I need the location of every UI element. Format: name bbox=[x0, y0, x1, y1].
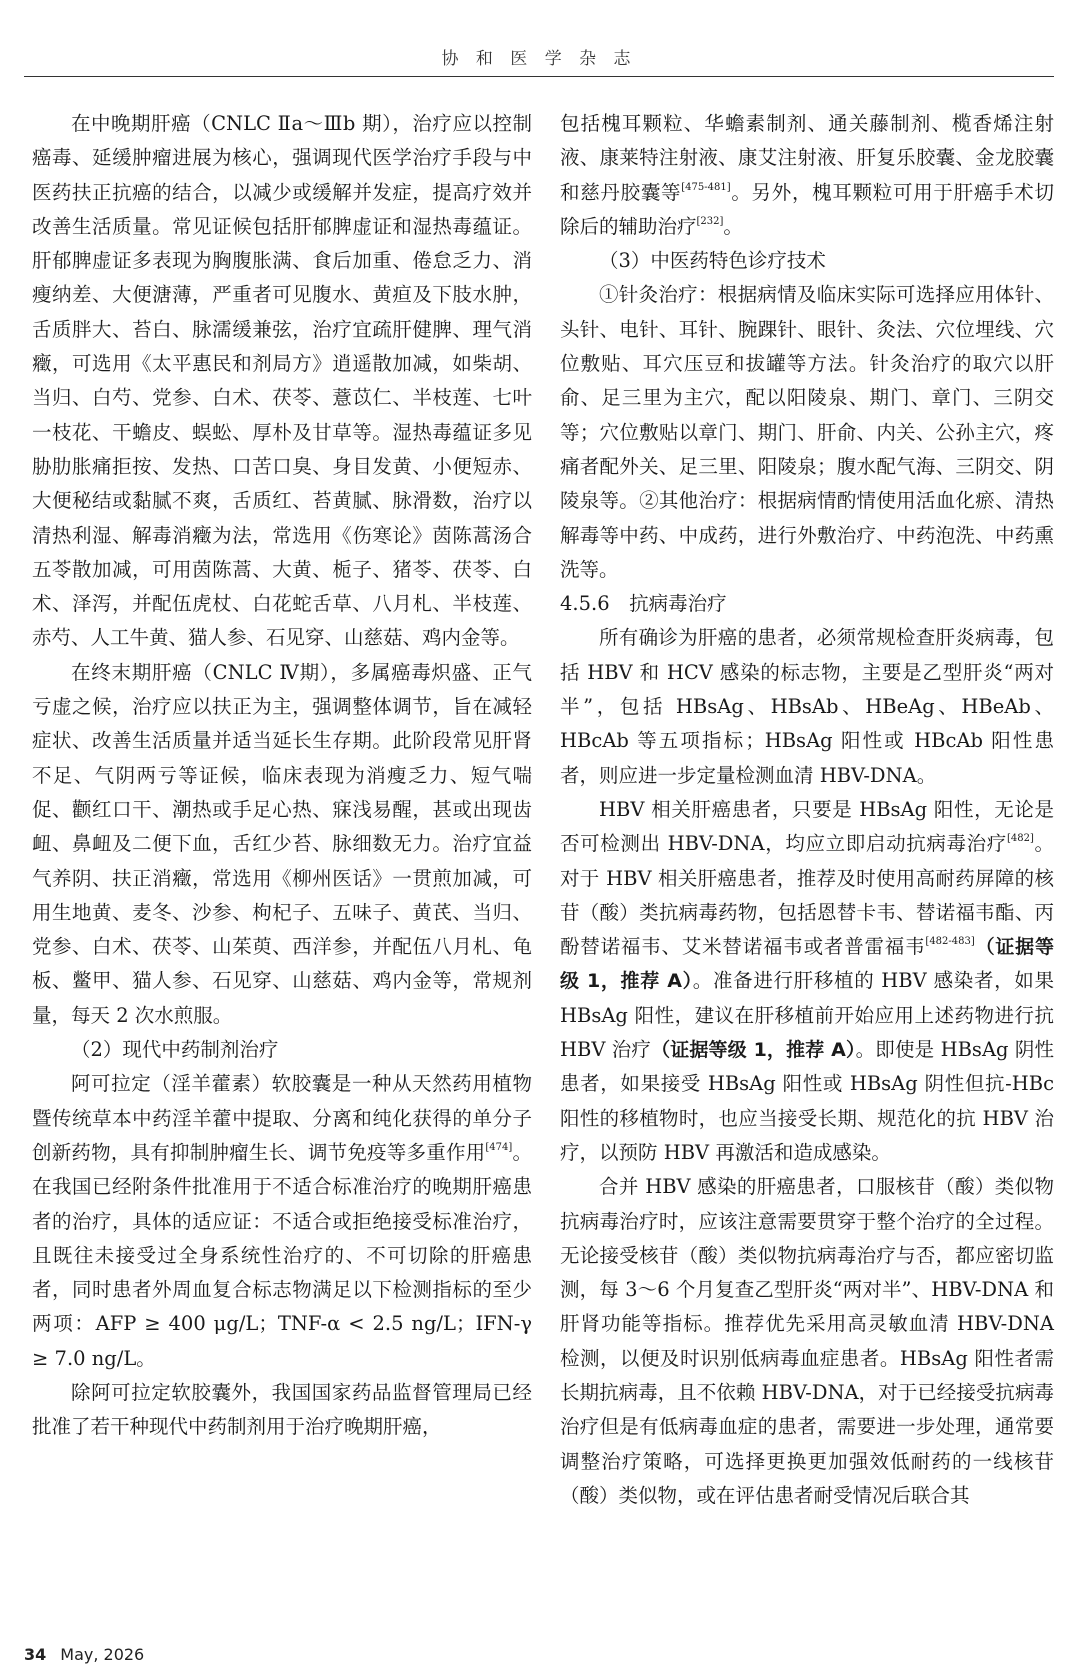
paragraph-mid-stage: 在中晚期肝癌（CNLC Ⅱa～Ⅲb 期），治疗应以控制癌毒、延缓肿瘤进展为核心，强调现代医学治疗手段与中医药扶正抗癌的结合，以减少或缓解并发症，提高疗效并改善生活质量。常见证候包括肝郁脾虚证和湿热毒蕴证。肝郁脾虚证多表现为胸腹胀满、食后加重、倦怠乏力、消瘦纳差、大便溏薄，严重者可见腹水、黄疸及下肢水肿，舌质胖大、苔白、脉濡缓兼弦，治疗宜疏肝健脾、理气消癥，可选用《太平惠民和剂局方》逍遥散加减，如柴胡、当归、白芍、党参、白术、茯苓、薏苡仁、半枝莲、七叶一枝花、干蟾皮、蜈蚣、厚朴及甘草等。湿热毒蕴证多见胁肋胀痛拒按、发热、口苦口臭、身目发黄、小便短赤、大便秘结或黏腻不爽，舌质红、苔黄腻、脉滑数，治疗以清热利湿、解毒消癥为法，常选用《伤寒论》茵陈蒿汤合五苓散加减，可用茵陈蒿、大黄、栀子、猪苓、茯苓、白术、泽泻，并配伍虎杖、白花蛇舌草、八月札、半枝莲、赤芍、人工牛黄、猫人参、石见穿、山慈菇、鸡内金等。 bbox=[32, 112, 532, 650]
page-footer bbox=[24, 1645, 144, 1664]
paragraph-monitoring: 合并 HBV 感染的肝癌患者，口服核苷（酸）类似物抗病毒治疗时，应该注意需要贯穿于整个治疗的全过程。无论接受核苷（酸）类似物抗病毒治疗与否，都应密切监测，每 3～6 个月复查乙型肝炎“两对半”、HBV-DNA 和肝肾功能等指标。推荐优先采用高灵敏血清 HBV-DNA 检测，以便及时识别低病毒血症患者。HBsAg 阳性者需长期抗病毒，且不依赖 HBV-DNA，对于已经接受抗病毒治疗但是有低病毒血症的患者，需要进一步处理，通常要调整治疗策略，可选择更换更加强效低耐药的一线核苷（酸）类似物，或在评估患者耐受情况后联合其 bbox=[560, 1175, 1054, 1507]
right-column bbox=[560, 107, 1054, 1513]
text-run: 。对于 HBV 相关肝癌患者，推荐及时使用高耐药屏障的核苷（酸）类抗病毒药物，包括恩替卡韦、替诺福韦酯、丙酚替诺福韦、艾米替诺福韦或者普雷福韦 bbox=[560, 832, 1054, 959]
citation: [475-481] bbox=[681, 181, 731, 193]
citation: [482] bbox=[1006, 833, 1034, 845]
text-run: HBV 相关肝癌患者，只要是 HBsAg 阳性，无论是否可检测出 HBV-DNA，均应立即启动抗病毒治疗 bbox=[560, 797, 1054, 856]
evidence-level: （证据等级 1，推荐 A） bbox=[651, 1039, 856, 1062]
paragraph-hepatitis-screening: 所有确诊为肝癌的患者，必须常规检查肝炎病毒，包括 HBV 和 HCV 感染的标志物，主要是乙型肝炎“两对半”，包括 HBsAg、HBsAb、HBeAg、HBeAb、HBcAb 等五项指标；HBsAg 阳性或 HBcAb 阳性患者，则应进一步定量检测血清 HBV-DNA。 bbox=[560, 626, 1054, 787]
text-run: 。 bbox=[723, 214, 743, 238]
text-run: 。准备进行肝移植的 HBV 感染者，如果 HBsAg 阳性，建议在肝移植前开始应用上述药物进行抗 HBV 治疗 bbox=[560, 969, 1054, 1062]
paragraph-other-preparations: 除阿可拉定软胶囊外，我国国家药品监督管理局已经批准了若干种现代中药制剂用于治疗晚期肝癌， bbox=[32, 1380, 532, 1439]
text-run: 。即使是 HBsAg 阴性患者，如果接受 HBsAg 阳性或 HBsAg 阴性但抗-HBc 阳性的移植物时，也应当接受长期、规范化的抗 HBV 治疗，以预防 HBV 再激活和造成感染。 bbox=[560, 1038, 1054, 1164]
paragraph-acupuncture: ①针灸治疗：根据病情及临床实际可选择应用体针、头针、电针、耳针、腕踝针、眼针、灸法、穴位埋线、穴位敷贴、耳穴压豆和拔罐等方法。针灸治疗的取穴以肝俞、足三里为主穴，配以阳陵泉、期门、章门、三阴交等；穴位敷贴以章门、期门、肝俞、内关、公孙主穴，疼痛者配外关、足三里、阳陵泉；腹水配气海、三阴交、阴陵泉等。②其他治疗：根据病情酌情使用活血化瘀、清热解毒等中药、中成药，进行外敷治疗、中药泡洗、中药熏洗等。 bbox=[560, 283, 1054, 581]
page-number: 34 bbox=[24, 1645, 47, 1664]
journal-title: 协 和 医 学 杂 志 bbox=[441, 49, 637, 69]
citation: [232] bbox=[696, 215, 724, 227]
section-title-antiviral: 4.5.6 抗病毒治疗 bbox=[560, 592, 727, 616]
text-run: 。另外，槐耳颗粒可用于肝癌手术切除后的辅助治疗 bbox=[560, 180, 1054, 238]
evidence-level: （证据等级 1，推荐 A） bbox=[560, 936, 1054, 993]
text-run: 。在我国已经附条件批准用于不适合标准治疗的晚期肝癌患者的治疗，具体的适应证：不适合或拒绝接受标准治疗，且既往未接受过全身系统性治疗的、不可切除的肝癌患者，同时患者外周血复合标志物满足以下检测指标的至少两项：AFP ≥ 400 μg/L；TNF-α < 2.5 ng/L；IFN-γ ≥ 7.0 ng/L。 bbox=[32, 1140, 532, 1370]
paragraph-hbv-treatment bbox=[560, 793, 1054, 1170]
paragraph-icaritin bbox=[32, 1067, 532, 1376]
paragraph-preparations-continued bbox=[560, 107, 1054, 244]
page-header bbox=[24, 0, 1054, 77]
subheading-tcm-techniques: （3）中医药特色诊疗技术 bbox=[599, 249, 826, 273]
text-run: 阿可拉定（淫羊藿素）软胶囊是一种从天然药用植物暨传统草本中药淫羊藿中提取、分离和纯化获得的单分子创新药物，具有抑制肿瘤生长、调节免疫等多重作用 bbox=[32, 1072, 532, 1164]
citation: [474] bbox=[485, 1141, 513, 1153]
paragraph-end-stage: 在终末期肝癌（CNLC Ⅳ期），多属癌毒炽盛、正气亏虚之候，治疗应以扶正为主，强调整体调节，旨在减轻症状、改善生活质量并适当延长生存期。此阶段常见肝肾不足、气阴两亏等证候，临床表现为消瘦乏力、短气喘促、颧红口干、潮热或手足心热、寐浅易醒，甚或出现齿衄、鼻衄及二便下血，舌红少苔、脉细数无力。治疗宜益气养阴、扶正消癥，常选用《柳州医话》一贯煎加减，可用生地黄、麦冬、沙参、枸杞子、五味子、黄芪、当归、党参、白术、茯苓、山茱萸、西洋参，并配伍八月札、龟板、鳖甲、猫人参、石见穿、山慈菇、鸡内金等，常规剂量，每天 2 次水煎服。 bbox=[32, 660, 532, 1027]
text-run: 包括槐耳颗粒、华蟾素制剂、通关藤制剂、榄香烯注射液、康莱特注射液、康艾注射液、肝复乐胶囊、金龙胶囊和慈丹胶囊等 bbox=[560, 112, 1054, 204]
issue-date: May, 2026 bbox=[60, 1645, 145, 1664]
citation: [482-483] bbox=[925, 936, 975, 948]
subheading-modern-tcm: （2）现代中药制剂治疗 bbox=[71, 1038, 279, 1062]
left-column bbox=[32, 107, 532, 1445]
